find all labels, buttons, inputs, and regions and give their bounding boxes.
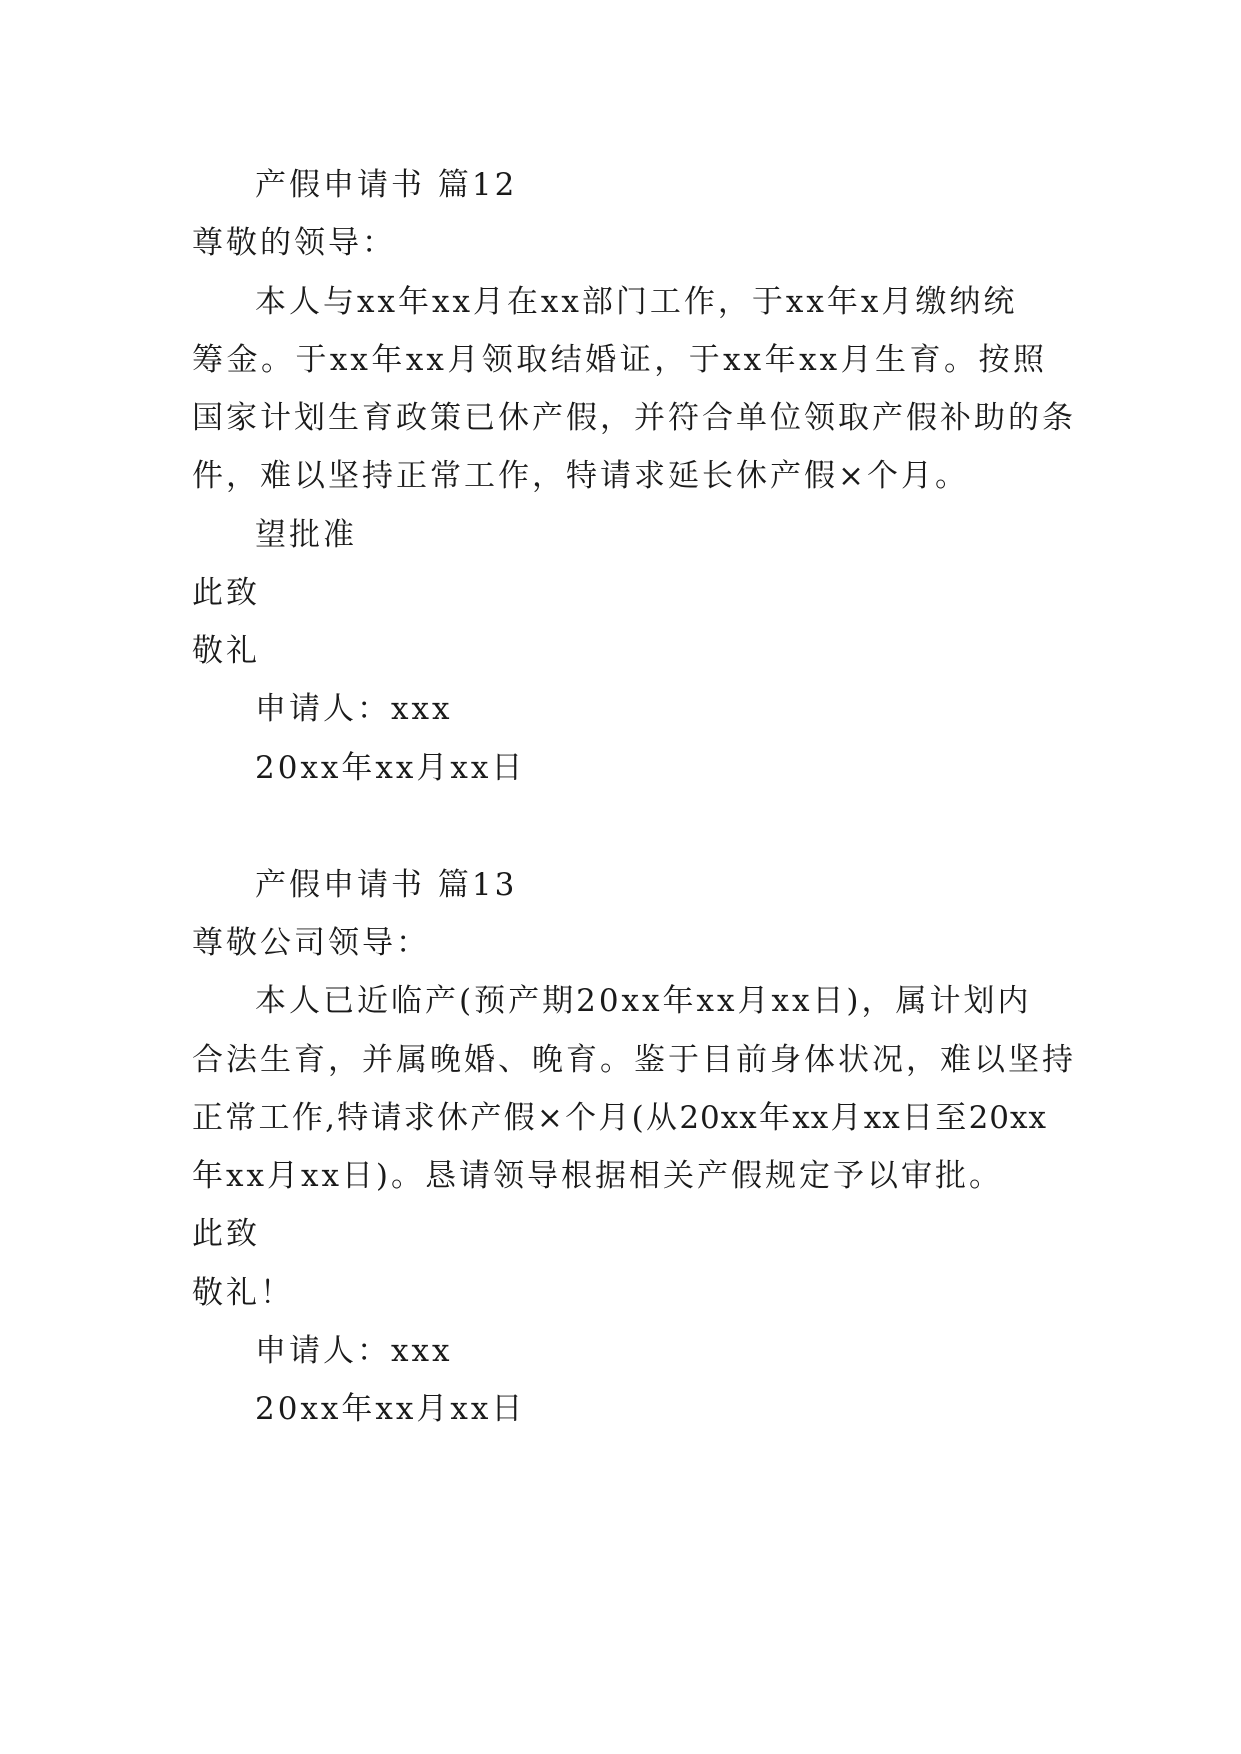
date-line: 20xx年xx月xx日 <box>255 750 526 786</box>
body-line: 合法生育，并属晚婚、晚育。鉴于目前身体状况，难以坚持 <box>192 1042 1076 1078</box>
body-line: 筹金。于xx年xx月领取结婚证，于xx年xx月生育。按照 <box>192 342 1047 378</box>
date-line: 20xx年xx月xx日 <box>255 1391 526 1427</box>
applicant-line: 申请人：xxx <box>255 691 453 727</box>
section-heading: 产假申请书 篇13 <box>255 867 518 903</box>
body-line: 本人已近临产(预产期20xx年xx月xx日)，属计划内 <box>255 983 1032 1019</box>
request-text: 望批准 <box>255 517 357 553</box>
salutation: 尊敬的领导： <box>192 225 396 261</box>
closing-line: 此致 <box>192 575 260 611</box>
body-line: 件，难以坚持正常工作，特请求延长休产假×个月。 <box>192 458 969 494</box>
salutation: 尊敬公司领导： <box>192 925 430 961</box>
body-line: 年xx月xx日)。恳请领导根据相关产假规定予以审批。 <box>192 1158 1004 1194</box>
closing-line: 敬礼 <box>192 633 260 669</box>
body-line: 国家计划生育政策已休产假，并符合单位领取产假补助的条 <box>192 400 1076 436</box>
closing-line: 敬礼！ <box>192 1275 294 1311</box>
closing-line: 此致 <box>192 1216 260 1252</box>
section-heading: 产假申请书 篇12 <box>255 167 518 203</box>
body-line: 正常工作,特请求休产假×个月(从20xx年xx月xx日至20xx <box>192 1100 1047 1136</box>
body-line: 本人与xx年xx月在xx部门工作，于xx年x月缴纳统 <box>255 284 1018 320</box>
applicant-line: 申请人：xxx <box>255 1333 453 1369</box>
